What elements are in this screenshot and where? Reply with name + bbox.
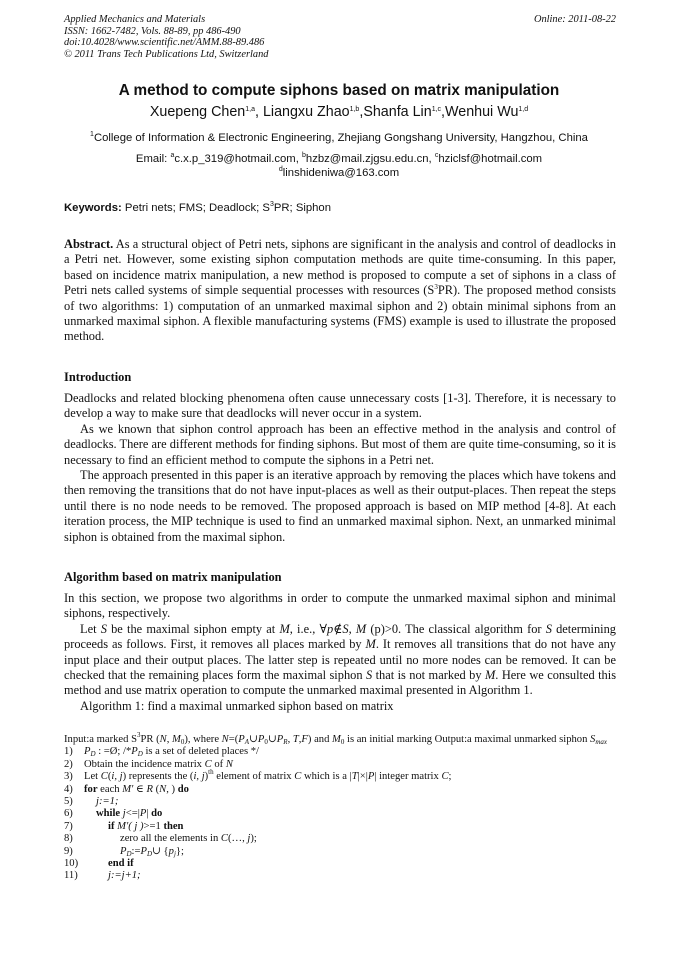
keywords-text: Petri nets; FMS; Deadlock; S: [121, 202, 270, 214]
introduction-body: [64, 391, 616, 545]
email-a[interactable]: c.x.p_319@hotmail.com: [174, 153, 296, 165]
email-mark: c: [434, 152, 439, 159]
emails: Email: $^a$c.x.p_319@hotmail.com, $^b$hzbz@mail.zjgsu.edu.cn, $^c$hziclsf@hotmail.com $^d$linshideniwa@163.com: [135, 152, 543, 179]
affiliation: [0, 132, 678, 144]
online-date: Online: 2011-08-22: [533, 14, 616, 25]
code-line: 3) Let C(i, j) represents the (i, j)$^{th}$ element of matrix C which is a |T|×|P| integer matrix C;: [64, 768, 452, 783]
author-name: Liangxu Zhao: [262, 104, 350, 120]
email-b[interactable]: hzbz@mail.zjgsu.edu.cn: [305, 153, 429, 165]
author-name: Xuepeng Chen: [149, 104, 246, 120]
keywords-text-end: PR; Siphon: [273, 202, 331, 214]
abstract-label: Abstract.: [64, 237, 114, 251]
email-mark: d: [278, 166, 283, 173]
affil-mark: 1: [90, 131, 94, 138]
paragraph: As we known that siphon control approach has been an effective method in the analysis and control of deadlocks. There are different methods for finding siphons. But most of them are quite time-consuming, so it is necessary to find an efficient method to compute the siphons in a Petri net.: [64, 421, 616, 467]
author-affil-mark: 1,d: [518, 106, 529, 113]
email-c[interactable]: hziclsf@hotmail.com: [438, 153, 543, 165]
keywords: [64, 202, 616, 214]
paragraph: The approach presented in this paper is an iterative approach by removing the places which have tokens and then removing the transitions that do not have input-places as well as their output-places. Then repeat the steps until there is no node needs to be removed. The proposed approach is based on MIP method [4-8]. At each iteration process, the MIP technique is used to find an unmarked maximal siphon. Next, an unmarked minimal siphon is obtained from the maximal siphon.: [64, 468, 616, 544]
author-affil-mark: 1,b: [349, 106, 360, 113]
code-line: 6) while j<=|P| do: [64, 808, 163, 820]
code-line: 10) end if: [64, 857, 134, 869]
code-line: 1) $P_D$ : =Ø; $/*P_D$ is a set of deleted places */: [64, 746, 259, 759]
algorithm-listing: [64, 731, 616, 883]
abstract-text: As a structural object of Petri nets, siphons are significant in the analysis and control of deadlocks in a Petri net. However, some existing siphon computation methods are quite time-consuming. In this paper, based on incidence matrix manipulation, a new method is proposed to compute a set of siphons in a class of Petri nets called systems of simple sequential processes with resources (S: [64, 237, 616, 298]
author-affil-mark: 1,c: [431, 106, 442, 113]
abstract-text-end: PR). The proposed method consists of two algorithms: 1) computation of an unmarked maximal siphon and 2) obtain minimal siphons from an unmarked maximal siphon. A flexible manufacturing systems (FMS) example is used to illustrate the proposed method.: [64, 283, 616, 344]
email-mark: a: [170, 152, 175, 159]
section-heading-introduction: Introduction: [64, 370, 132, 384]
author-list: Xuepeng Chen$^{1,a}$, Liangxu Zhao$^{1,b}$,Shanfa Lin$^{1,c}$,Wenhui Wu$^{1,d}$: [149, 104, 529, 120]
paragraph: Deadlocks and related blocking phenomena often cause unnecessary costs [1-3]. Therefore, it is necessary to develop a way to make sure that deadlocks will never occur in a system.: [64, 391, 616, 421]
email-mark: b: [302, 152, 306, 159]
algorithm-input: Input:a marked $S^3PR$ (N, $M_0$), where $N=(P_A\cup P_0\cup P_R$, T,F) and $M_0$ is an initial marking Output:a maximal unmarked siphon $S_{max}$: [64, 731, 608, 746]
code-line: 5) j:=1;: [64, 795, 119, 807]
code-line: 4) for each M' ∈ R (N, ) do: [64, 783, 189, 795]
journal-name: Applied Mechanics and Materials: [64, 14, 206, 25]
affil-text: College of Information & Electronic Engineering, Zhejiang Gongshang University, Hangzhou, China: [93, 132, 588, 144]
code-line: 9) $P_D:=P_D\cup$ $\{p_j\}$;: [64, 845, 184, 858]
issn: ISSN: 1662-7482, Vols. 88-89, pp 486-490: [64, 25, 241, 37]
algorithm-section-body: [64, 591, 616, 714]
code-line: 7) if M'( j )>=1 then: [64, 820, 184, 832]
paper-title: A method to compute siphons based on matrix manipulation: [118, 82, 560, 99]
author-name: Shanfa Lin: [363, 104, 432, 120]
paragraph: In this section, we propose two algorithms in order to compute the unmarked maximal siphon and minimal siphons, respectively.: [64, 591, 616, 621]
abstract-sup: 3: [434, 283, 438, 292]
copyright: © 2011 Trans Tech Publications Ltd, Switzerland: [64, 48, 269, 60]
code-line: 2) Obtain the incidence matrix C of N: [64, 758, 233, 770]
code-line: 11) j:=j+1;: [64, 870, 141, 882]
keywords-sup: 3: [269, 201, 274, 208]
abstract: [64, 237, 616, 345]
code-line: 8) zero all the elements in C(…, j);: [64, 833, 257, 845]
paragraph: Let S be the maximal siphon empty at M, i.e., ∀p∉S, M (p)>0. The classical algorithm for S determining proceeds as follows. First, it removes all places marked by M. It removes all transitions that do not have any input place and their output places. The latter step is repeated until no more nodes can be removed. It can be checked that the remaining places form the maximal siphon S that is not marked by M. Here we consulted this method and use matrix operation to compute the unmarked maximal presented in Algorithm 1.: [64, 621, 617, 698]
author-name: Wenhui Wu: [445, 104, 519, 120]
journal-header: [64, 14, 616, 60]
keywords-label: Keywords:: [64, 202, 122, 214]
section-heading-algorithm: Algorithm based on matrix manipulation: [64, 570, 282, 584]
algorithm-caption: Algorithm 1: find a maximal unmarked siphon based on matrix: [80, 698, 394, 713]
email-d[interactable]: linshideniwa@163.com: [282, 167, 400, 179]
email-label: Email:: [135, 153, 171, 165]
doi: doi:10.4028/www.scientific.net/AMM.88-89.486: [64, 37, 265, 48]
author-affil-mark: 1,a: [245, 106, 255, 113]
